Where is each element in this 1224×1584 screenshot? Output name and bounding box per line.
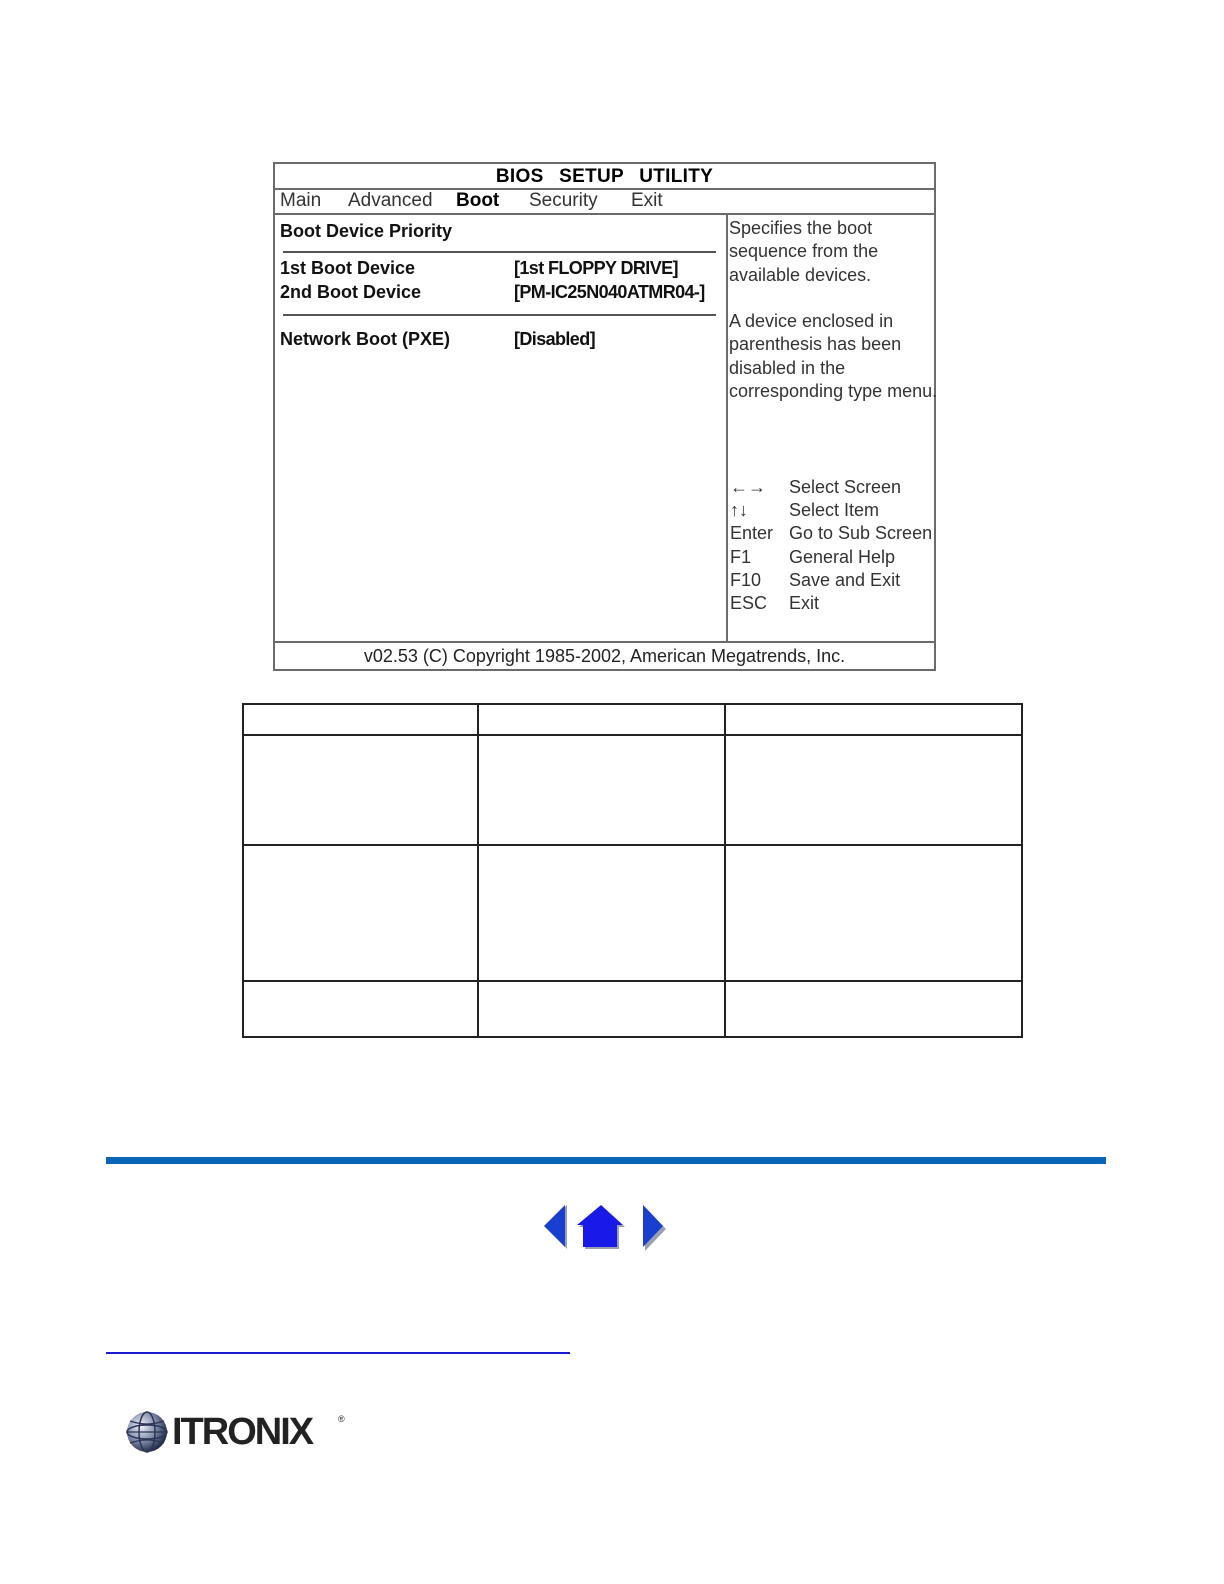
table-cell [725, 845, 1022, 981]
table-cell [725, 735, 1022, 845]
key-hint-desc: Save and Exit [789, 570, 901, 590]
setting-label-2nd-boot: 2nd Boot Device [280, 282, 422, 302]
menu-security[interactable]: Security [529, 190, 598, 211]
left-right-arrows-icon: ←→ [730, 477, 766, 497]
bios-settings-panel [275, 215, 728, 642]
menu-advanced[interactable]: Advanced [348, 190, 433, 211]
bios-copyright-footer: v02.53 (C) Copyright 1985-2002, American Megatrends, Inc. [275, 641, 934, 669]
table-cell [243, 735, 478, 845]
table-cell [478, 845, 725, 981]
table-cell [725, 981, 1022, 1037]
menu-boot[interactable]: Boot [456, 190, 500, 211]
key-hint-key: F10 [730, 570, 762, 590]
right-arrow-icon [641, 1203, 667, 1251]
key-hint-desc: Select Screen [789, 477, 902, 497]
key-hint-desc: General Help [789, 547, 896, 567]
home-button[interactable] [577, 1203, 625, 1251]
table-cell [243, 704, 478, 735]
key-hint-desc: Exit [789, 593, 820, 613]
key-hint-desc: Select Item [789, 500, 880, 520]
divider [283, 314, 716, 316]
link-underline[interactable] [106, 1352, 570, 1354]
table-cell [725, 704, 1022, 735]
table-row [243, 845, 1022, 981]
bios-title: BIOS SETUP UTILITY [275, 164, 934, 190]
table-row [243, 735, 1022, 845]
table-row [243, 981, 1022, 1037]
globe-icon [124, 1409, 170, 1455]
setting-label-1st-boot: 1st Boot Device [280, 258, 416, 278]
page-navigation [543, 1203, 668, 1251]
blue-separator [106, 1157, 1106, 1164]
empty-table [242, 703, 1023, 1038]
table-cell [478, 704, 725, 735]
table-cell [478, 981, 725, 1037]
divider [283, 251, 716, 253]
table-cell [243, 981, 478, 1037]
setting-value-1st-boot[interactable]: [1st FLOPPY DRIVE] [514, 258, 678, 278]
table-cell [478, 735, 725, 845]
help-text-boot-sequence: Specifies the boot sequence from the available devices. [729, 218, 879, 285]
setting-value-2nd-boot[interactable]: [PM-IC25N040ATMR04-] [514, 282, 705, 302]
bios-screenshot [273, 162, 936, 671]
key-hint-key: F1 [730, 547, 752, 567]
menu-exit[interactable]: Exit [631, 190, 663, 211]
home-icon [577, 1203, 625, 1251]
menu-main[interactable]: Main [280, 190, 322, 211]
setting-label-network-boot: Network Boot (PXE) [280, 329, 451, 349]
next-page-button[interactable] [641, 1203, 667, 1251]
table-cell [243, 845, 478, 981]
help-text-disabled-device: A device enclosed in parenthesis has been disabled in the corresponding type menu. [729, 311, 938, 401]
key-hint-key: Enter [730, 523, 774, 543]
setting-value-network-boot[interactable]: [Disabled] [514, 329, 596, 349]
logo-wordmark: ITRONIX [172, 1411, 313, 1453]
bios-help-panel [728, 215, 938, 642]
previous-page-button[interactable] [543, 1203, 569, 1251]
key-hint-key: ESC [730, 593, 768, 613]
section-title: Boot Device Priority [280, 221, 453, 241]
bios-menu-bar [275, 188, 934, 215]
table-row [243, 704, 1022, 735]
registered-mark: ® [338, 1414, 345, 1424]
left-arrow-icon [543, 1203, 569, 1251]
up-down-arrows-icon: ↑↓ [730, 500, 748, 520]
key-hint-desc: Go to Sub Screen [789, 523, 933, 543]
itronix-logo [124, 1409, 354, 1457]
